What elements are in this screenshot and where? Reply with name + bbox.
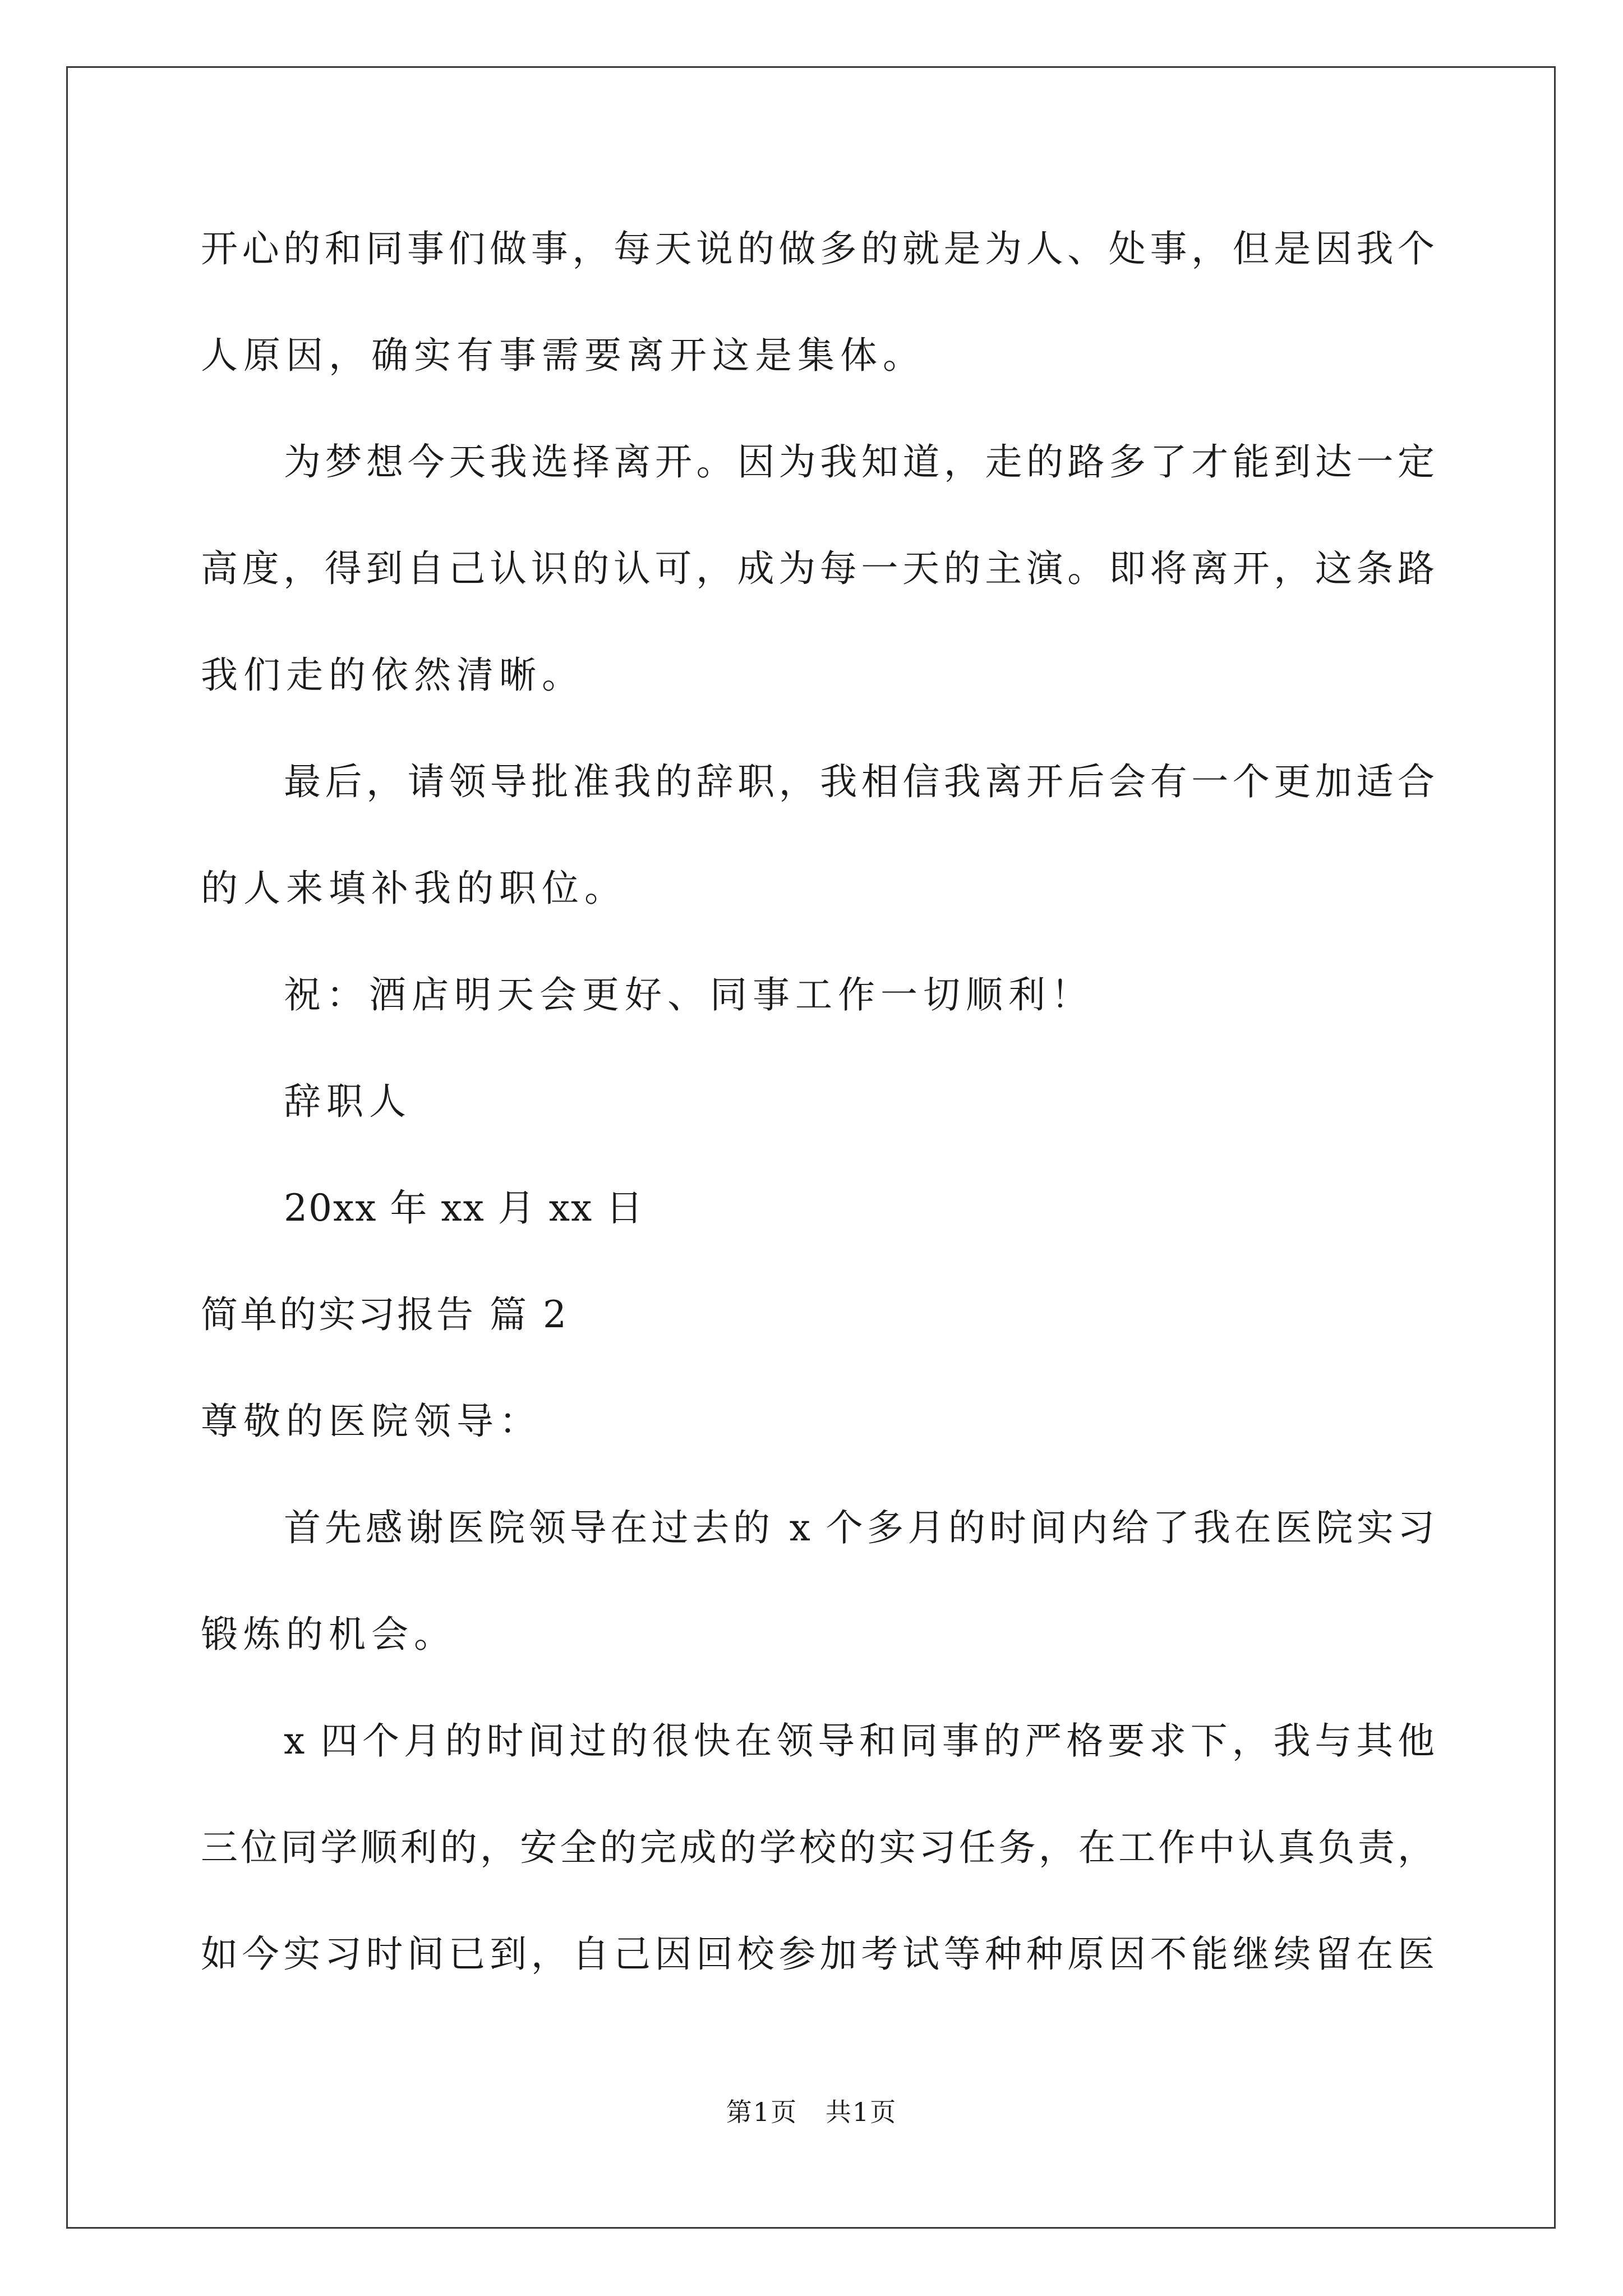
body-line-1: 开心的和同事们做事，每天说的做多的就是为人、处事，但是因我个 xyxy=(201,227,1435,270)
body-line-16: 三位同学顺利的，安全的完成的学校的实习任务，在工作中认真负责， xyxy=(201,1826,1435,1869)
page-footer: 第1页 共1页 xyxy=(726,2097,897,2127)
body-line-14: 锻炼的机会。 xyxy=(201,1613,457,1656)
signature-label: 辞职人 xyxy=(284,1080,412,1123)
section-heading: 简单的实习报告 篇 2 xyxy=(201,1293,569,1336)
body-line-6: 最后，请领导批准我的辞职，我相信我离开后会有一个更加适合 xyxy=(284,760,1435,803)
body-line-7: 的人来填补我的职位。 xyxy=(201,867,627,910)
body-line-2: 人原因，确实有事需要离开这是集体。 xyxy=(201,334,925,377)
signature-date: 20xx 年 xx 月 xx 日 xyxy=(284,1186,644,1230)
body-line-4: 高度，得到自己认识的认可，成为每一天的主演。即将离开，这条路 xyxy=(201,547,1435,590)
body-line-13: 首先感谢医院领导在过去的 x 个多月的时间内给了我在医院实习 xyxy=(284,1506,1435,1549)
body-line-5: 我们走的依然清晰。 xyxy=(201,654,584,697)
body-line-3: 为梦想今天我选择离开。因为我知道，走的路多了才能到达一定 xyxy=(284,440,1435,484)
closing-wish: 祝：酒店明天会更好、同事工作一切顺利！ xyxy=(284,973,1094,1016)
page-border xyxy=(66,66,1556,2229)
body-line-15: x 四个月的时间过的很快在领导和同事的严格要求下，我与其他 xyxy=(284,1719,1435,1763)
salutation: 尊敬的医院领导： xyxy=(201,1400,542,1443)
body-line-17: 如今实习时间已到，自己因回校参加考试等种种原因不能继续留在医 xyxy=(201,1932,1435,1976)
